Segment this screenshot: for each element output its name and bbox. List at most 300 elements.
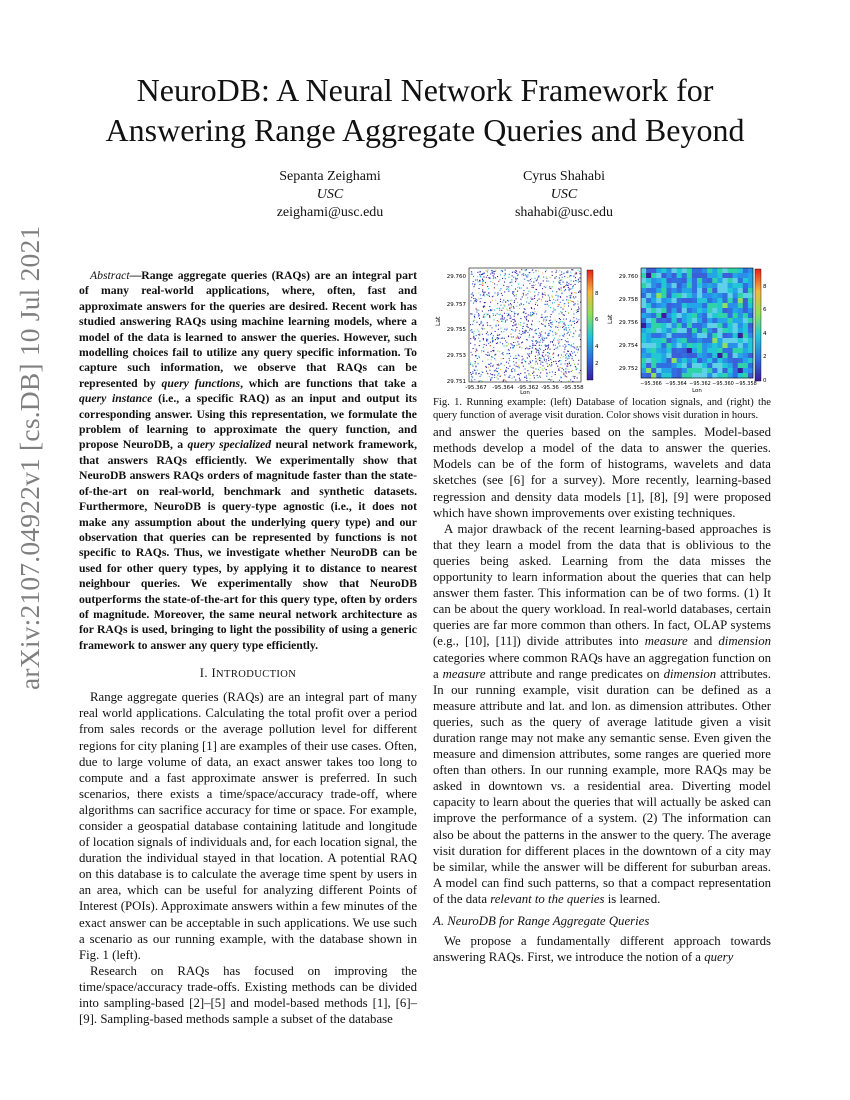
paragraph-emph: dimension [663, 666, 717, 681]
heatmap-cell [646, 268, 651, 273]
scatter-point [573, 321, 574, 322]
scatter-point [570, 284, 571, 285]
scatter-point [511, 307, 512, 308]
heatmap-cell [666, 373, 671, 378]
heatmap-cell [717, 278, 722, 283]
scatter-point [579, 346, 580, 347]
scatter-point [557, 327, 558, 328]
scatter-point [476, 308, 477, 309]
scatter-point [497, 308, 498, 309]
scatter-point [541, 317, 542, 318]
scatter-point [491, 270, 492, 271]
scatter-point [547, 348, 548, 349]
heatmap-cell [728, 318, 733, 323]
scatter-point [495, 339, 496, 340]
scatter-point [566, 319, 567, 320]
scatter-point [502, 353, 503, 354]
scatter-point [565, 346, 566, 347]
heatmap-cell [717, 328, 722, 333]
scatter-point [491, 333, 492, 334]
heatmap-cell [677, 268, 682, 273]
scatter-point [550, 330, 551, 331]
scatter-point [479, 288, 480, 289]
heatmap-cell [656, 323, 661, 328]
scatter-point [524, 332, 525, 333]
scatter-point [554, 338, 555, 339]
scatter-point [571, 309, 572, 310]
heatmap-cell [677, 358, 682, 363]
scatter-point [573, 346, 574, 347]
heatmap-cell [743, 358, 748, 363]
scatter-point [555, 345, 556, 346]
heatmap-cell [656, 353, 661, 358]
scatter-point [545, 310, 546, 311]
scatter-point [568, 305, 569, 306]
scatter-point [568, 341, 569, 342]
scatter-point [500, 376, 501, 377]
heatmap-cell [661, 353, 666, 358]
scatter-point [559, 318, 560, 319]
scatter-point [572, 370, 573, 371]
scatter-point [473, 321, 474, 322]
scatter-point [518, 365, 519, 366]
title-line-2: Answering Range Aggregate Queries and Beyond [105, 112, 745, 148]
scatter-point [538, 271, 539, 272]
paragraph-text: is learned. [604, 891, 661, 906]
heatmap-cell [728, 333, 733, 338]
heatmap-cell [743, 323, 748, 328]
scatter-point [488, 288, 489, 289]
heatmap-cell [743, 313, 748, 318]
heatmap-cell [738, 358, 743, 363]
scatter-point [534, 292, 535, 293]
scatter-point [555, 276, 556, 277]
abstract-text: , which are functions that take a [240, 376, 418, 390]
heatmap-cell [748, 318, 753, 323]
heatmap-cell [697, 353, 702, 358]
scatter-point [519, 367, 520, 368]
left-column [79, 268, 417, 1027]
scatter-point [538, 335, 539, 336]
heatmap-cell [641, 343, 646, 348]
heatmap-cell [641, 283, 646, 288]
scatter-point [477, 276, 478, 277]
heatmap-cell [646, 333, 651, 338]
scatter-point [574, 378, 575, 379]
scatter-point [493, 296, 494, 297]
heatmap-cell [677, 278, 682, 283]
author-name: Cyrus Shahabi [522, 169, 606, 184]
heatmap-cell [672, 368, 677, 373]
heatmap-cell [717, 313, 722, 318]
scatter-point [479, 324, 480, 325]
heatmap-cell [748, 278, 753, 283]
scatter-point [490, 302, 491, 303]
scatter-point [531, 367, 532, 368]
heatmap-cell [646, 348, 651, 353]
scatter-point [524, 377, 525, 378]
heatmap-cell [672, 293, 677, 298]
scatter-point [483, 276, 484, 277]
section-number: I. [199, 666, 208, 681]
heatmap-cell [641, 323, 646, 328]
scatter-point [579, 334, 580, 335]
scatter-point [559, 289, 560, 290]
heatmap-cell [738, 333, 743, 338]
scatter-point [561, 371, 562, 372]
scatter-point [550, 379, 551, 380]
scatter-point [576, 272, 577, 273]
scatter-point [558, 306, 559, 307]
paragraph-text: attribute and range predicates on [485, 666, 664, 681]
scatter-point [471, 329, 472, 330]
scatter-point [568, 302, 569, 303]
scatter-point [508, 349, 509, 350]
scatter-point [474, 379, 475, 380]
heatmap-cell [687, 348, 692, 353]
heatmap-cell [661, 318, 666, 323]
scatter-point [560, 357, 561, 358]
scatter-point [506, 342, 507, 343]
scatter-point [494, 273, 495, 274]
heatmap-cell [743, 343, 748, 348]
scatter-point [549, 356, 550, 357]
heatmap-cell [712, 278, 717, 283]
scatter-point [560, 367, 561, 368]
scatter-point [528, 348, 529, 349]
scatter-point [470, 364, 471, 365]
scatter-point [535, 368, 536, 369]
heatmap-cell [707, 313, 712, 318]
scatter-point [570, 321, 571, 322]
scatter-point [555, 334, 556, 335]
heatmap-cell [651, 373, 656, 378]
scatter-point [529, 272, 530, 273]
scatter-point [548, 352, 549, 353]
scatter-point [558, 304, 559, 305]
heatmap-cell [712, 308, 717, 313]
scatter-point [481, 374, 482, 375]
scatter-point [494, 319, 495, 320]
scatter-point [472, 332, 473, 333]
title-line-1: NeuroDB: A Neural Network Framework for [136, 72, 714, 108]
scatter-point [515, 321, 516, 322]
scatter-point [560, 326, 561, 327]
heatmap-cell [646, 323, 651, 328]
scatter-point [496, 326, 497, 327]
heatmap-cell [661, 333, 666, 338]
heatmap-cell [722, 348, 727, 353]
scatter-point [484, 305, 485, 306]
scatter-point [570, 345, 571, 346]
scatter-point [570, 355, 571, 356]
scatter-point [573, 360, 574, 361]
scatter-point [473, 295, 474, 296]
heatmap-cell [677, 348, 682, 353]
scatter-point [492, 296, 493, 297]
scatter-point [482, 329, 483, 330]
scatter-point [545, 301, 546, 302]
scatter-point [477, 279, 478, 280]
scatter-point [568, 287, 569, 288]
scatter-point [513, 342, 514, 343]
scatter-point [475, 362, 476, 363]
scatter-point [559, 380, 560, 381]
y-tick-label: 29.753 [446, 353, 466, 359]
scatter-point [489, 355, 490, 356]
scatter-plot-panel [433, 266, 603, 394]
scatter-point [511, 329, 512, 330]
scatter-point [490, 373, 491, 374]
author-affiliation: USC [550, 187, 578, 202]
scatter-point [524, 279, 525, 280]
scatter-point [509, 366, 510, 367]
heatmap-cell [712, 353, 717, 358]
heatmap-cell [738, 278, 743, 283]
scatter-point [535, 364, 536, 365]
heatmap-cell [666, 368, 671, 373]
heatmap-cell [738, 368, 743, 373]
scatter-point [528, 373, 529, 374]
scatter-point [533, 272, 534, 273]
scatter-point [512, 291, 513, 292]
heatmap-cell [682, 323, 687, 328]
scatter-point [535, 270, 536, 271]
heatmap-cell [697, 373, 702, 378]
heatmap-cell [682, 278, 687, 283]
heatmap-cell [707, 323, 712, 328]
heatmap-cell [722, 303, 727, 308]
scatter-point [528, 363, 529, 364]
scatter-point [546, 270, 547, 271]
heatmap-cell [677, 353, 682, 358]
heatmap-cell [672, 318, 677, 323]
scatter-points [470, 269, 581, 382]
heatmap-cell [687, 288, 692, 293]
scatter-point [531, 298, 532, 299]
heatmap-cell [656, 318, 661, 323]
scatter-point [483, 273, 484, 274]
scatter-point [487, 286, 488, 287]
heatmap-cell [707, 303, 712, 308]
scatter-point [522, 328, 523, 329]
heatmap-cell [717, 318, 722, 323]
scatter-point [503, 354, 504, 355]
scatter-point [544, 312, 545, 313]
heatmap-cell [641, 348, 646, 353]
scatter-point [504, 313, 505, 314]
scatter-point [560, 275, 561, 276]
scatter-point [561, 271, 562, 272]
scatter-point [509, 375, 510, 376]
heatmap-cell [682, 353, 687, 358]
scatter-point [532, 343, 533, 344]
scatter-point [561, 339, 562, 340]
scatter-point [511, 369, 512, 370]
scatter-point [571, 325, 572, 326]
scatter-point [535, 330, 536, 331]
heatmap-cell [717, 368, 722, 373]
scatter-point [562, 327, 563, 328]
scatter-point [552, 291, 553, 292]
scatter-point [483, 280, 484, 281]
scatter-point [552, 324, 553, 325]
scatter-point [547, 316, 548, 317]
heatmap-cell [712, 373, 717, 378]
scatter-point [552, 331, 553, 332]
heatmap-cell [697, 313, 702, 318]
scatter-point [511, 321, 512, 322]
scatter-point [520, 373, 521, 374]
scatter-point [547, 373, 548, 374]
scatter-point [502, 271, 503, 272]
scatter-point [561, 290, 562, 291]
heatmap-cell [661, 273, 666, 278]
heatmap-cell [743, 283, 748, 288]
scatter-point [559, 335, 560, 336]
heatmap-cell [712, 333, 717, 338]
author-email: zeighami@usc.edu [276, 205, 384, 220]
scatter-point [543, 337, 544, 338]
heatmap-cell [646, 308, 651, 313]
scatter-point [535, 329, 536, 330]
scatter-point [523, 290, 524, 291]
scatter-point [472, 292, 473, 293]
heatmap-cell [702, 293, 707, 298]
scatter-point [519, 330, 520, 331]
heatmap-cell [687, 278, 692, 283]
heatmap-cell [672, 278, 677, 283]
scatter-point [493, 350, 494, 351]
scatter-point [482, 283, 483, 284]
heatmap-cell [666, 328, 671, 333]
scatter-point [479, 298, 480, 299]
scatter-point [543, 340, 544, 341]
heatmap-cell [702, 333, 707, 338]
scatter-point [472, 377, 473, 378]
scatter-point [492, 337, 493, 338]
scatter-point [482, 279, 483, 280]
heatmap-cell [738, 288, 743, 293]
scatter-point [495, 300, 496, 301]
heatmap-cell [717, 268, 722, 273]
scatter-point [502, 295, 503, 296]
scatter-point [571, 371, 572, 372]
scatter-point [519, 378, 520, 379]
scatter-point [550, 326, 551, 327]
scatter-point [547, 335, 548, 336]
heatmap-cell [682, 333, 687, 338]
scatter-point [516, 306, 517, 307]
scatter-point [514, 316, 515, 317]
scatter-point [546, 369, 547, 370]
scatter-point [508, 363, 509, 364]
scatter-point [538, 358, 539, 359]
scatter-point [484, 295, 485, 296]
heatmap-cell [702, 373, 707, 378]
heatmap-cell [702, 358, 707, 363]
x-tick-label: -95.367 [465, 385, 487, 391]
heatmap-cell [692, 368, 697, 373]
heatmap-cell [738, 273, 743, 278]
scatter-point [541, 323, 542, 324]
scatter-point [540, 364, 541, 365]
scatter-point [505, 320, 506, 321]
scatter-point [488, 334, 489, 335]
scatter-point [518, 355, 519, 356]
scatter-point [516, 279, 517, 280]
scatter-point [529, 356, 530, 357]
scatter-point [542, 324, 543, 325]
scatter-point [532, 341, 533, 342]
scatter-point [503, 358, 504, 359]
heatmap-cell [656, 368, 661, 373]
heatmap-cell [733, 368, 738, 373]
scatter-point [480, 376, 481, 377]
heatmap-cell [717, 363, 722, 368]
scatter-point [553, 340, 554, 341]
abstract [79, 268, 417, 653]
scatter-point [484, 302, 485, 303]
scatter-point [533, 284, 534, 285]
heatmap-cell [717, 303, 722, 308]
scatter-point [523, 285, 524, 286]
scatter-point [568, 344, 569, 345]
scatter-point [564, 344, 565, 345]
scatter-point [543, 319, 544, 320]
heatmap-cell [641, 338, 646, 343]
heatmap-cell [733, 303, 738, 308]
heatmap-cell [697, 368, 702, 373]
scatter-point [504, 372, 505, 373]
heatmap-cell [738, 293, 743, 298]
heatmap-cell [712, 323, 717, 328]
heatmap-cell [692, 278, 697, 283]
scatter-point [548, 296, 549, 297]
scatter-point [576, 280, 577, 281]
heatmap-cell [651, 353, 656, 358]
scatter-point [527, 324, 528, 325]
scatter-point [506, 353, 507, 354]
scatter-point [560, 311, 561, 312]
scatter-point [542, 294, 543, 295]
scatter-point [567, 285, 568, 286]
scatter-point [475, 363, 476, 364]
scatter-point [528, 291, 529, 292]
x-tick-label: -95.364 [492, 385, 514, 391]
heatmap-cell [656, 308, 661, 313]
scatter-point [545, 361, 546, 362]
heatmap-cell [692, 293, 697, 298]
scatter-point [473, 276, 474, 277]
scatter-point [532, 373, 533, 374]
scatter-point [489, 376, 490, 377]
scatter-point [484, 317, 485, 318]
heatmap-cell [656, 303, 661, 308]
scatter-point [521, 304, 522, 305]
scatter-point [579, 273, 580, 274]
scatter-point [487, 275, 488, 276]
scatter-point [553, 299, 554, 300]
scatter-point [486, 314, 487, 315]
scatter-point [478, 373, 479, 374]
heatmap-cell [702, 283, 707, 288]
scatter-point [504, 282, 505, 283]
heatmap-cell [728, 328, 733, 333]
scatter-point [517, 336, 518, 337]
scatter-point [576, 349, 577, 350]
heatmap-cell [677, 313, 682, 318]
